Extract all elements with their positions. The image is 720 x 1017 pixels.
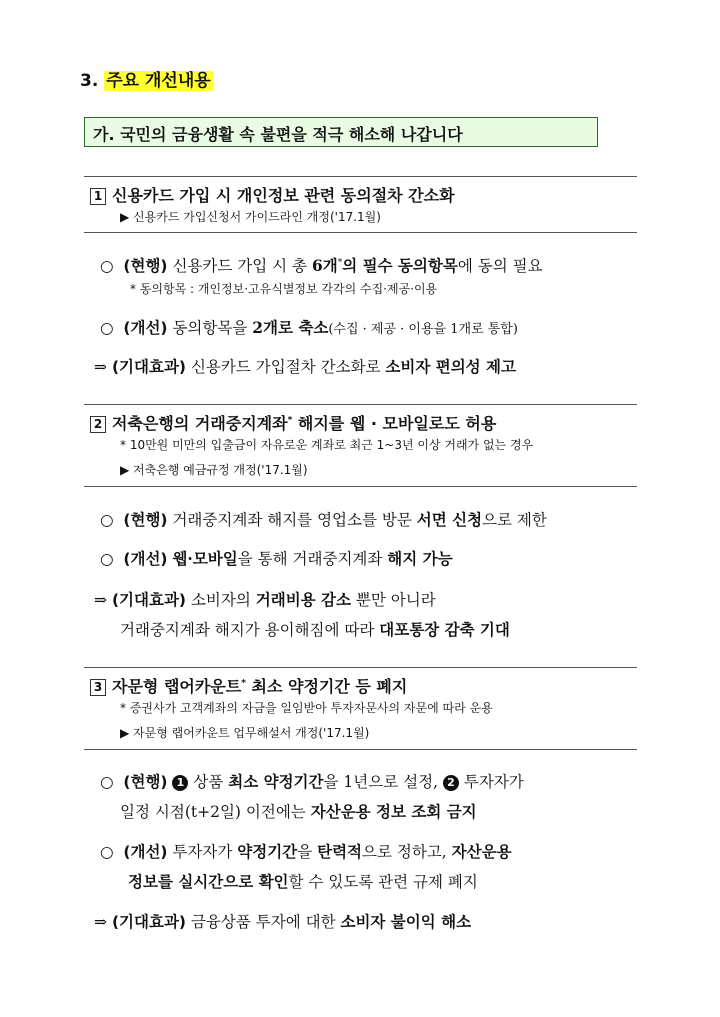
item-number-box: 2 xyxy=(90,416,106,433)
section-heading xyxy=(80,66,213,91)
divider xyxy=(84,486,637,487)
item-3-effect: ⇒ (기대효과) 금융상품 투자에 대한 소비자 불이익 해소 xyxy=(94,912,472,931)
item-1-improved: ○ (개선) 동의항목을 2개로 축소(수집 · 제공 · 이용을 1개로 통합) xyxy=(100,318,518,337)
item-number-box: 1 xyxy=(90,188,106,205)
item-2-effect-cont: 거래중지계좌 해지가 용이해짐에 따라 대포통장 감축 기대 xyxy=(120,620,510,639)
item-2-effect: ⇒ (기대효과) 소비자의 거래비용 감소 뿐만 아니라 xyxy=(94,590,436,609)
divider xyxy=(84,404,637,405)
item-1-footnote: * 동의항목 : 개인정보·고유식별정보 각각의 수집·제공·이용 xyxy=(130,282,438,296)
item-2-current: ○ (현행) 거래중지계좌 해지를 영업소를 방문 서면 신청으로 제한 xyxy=(100,510,547,529)
section-number: 3. xyxy=(80,71,99,91)
banner-text: 가. 국민의 금융생활 속 불편을 적극 해소해 나갑니다 xyxy=(93,125,463,144)
section-title: 주요 개선내용 xyxy=(106,71,211,91)
item-2-subnote: ▶ 저축은행 예금규정 개정('17.1월) xyxy=(120,463,308,477)
divider xyxy=(84,232,637,233)
banner-box xyxy=(84,117,598,147)
item-2-footnote: * 10만원 미만의 입출금이 자유로운 계좌로 최근 1~3년 이상 거래가 없는 경우 xyxy=(120,438,534,452)
item-3-title: 3 자문형 랩어카운트* 최소 약정기간 등 폐지 xyxy=(90,674,407,697)
item-1-title: 1 신용카드 가입 시 개인정보 관련 동의절차 간소화 xyxy=(90,183,455,206)
divider xyxy=(84,749,637,750)
item-1-current: ○ (현행) 신용카드 가입 시 총 6개*의 필수 동의항목에 동의 필요 xyxy=(100,256,543,275)
divider xyxy=(84,176,637,177)
item-1-subnote: ▶ 신용카드 가입신청서 가이드라인 개정('17.1월) xyxy=(120,210,381,224)
item-3-subnote: ▶ 자문형 랩어카운트 업무해설서 개정('17.1월) xyxy=(120,726,370,740)
item-number-box: 3 xyxy=(90,679,106,696)
item-3-current: ○ (현행) 1 상품 최소 약정기간을 1년으로 설정, 2 투자자가 xyxy=(100,772,524,791)
number-2-icon: 2 xyxy=(443,775,459,791)
divider xyxy=(84,667,637,668)
item-1-effect: ⇒ (기대효과) 신용카드 가입절차 간소화로 소비자 편의성 제고 xyxy=(94,357,516,376)
item-2-improved: ○ (개선) 웹·모바일을 통해 거래중지계좌 해지 가능 xyxy=(100,549,453,568)
item-3-current-cont: 일정 시점(t+2일) 이전에는 자산운용 정보 조회 금지 xyxy=(120,802,477,821)
item-3-footnote: * 증권사가 고객계좌의 자금을 일임받아 투자자문사의 자문에 따라 운용 xyxy=(120,701,493,715)
item-2-title: 2 저축은행의 거래중지계좌* 해지를 웹 · 모바일로도 허용 xyxy=(90,411,496,434)
number-1-icon: 1 xyxy=(172,775,188,791)
item-3-improved-cont: 정보를 실시간으로 확인할 수 있도록 관련 규제 폐지 xyxy=(128,872,478,891)
item-3-improved: ○ (개선) 투자자가 약정기간을 탄력적으로 정하고, 자산운용 xyxy=(100,842,512,861)
